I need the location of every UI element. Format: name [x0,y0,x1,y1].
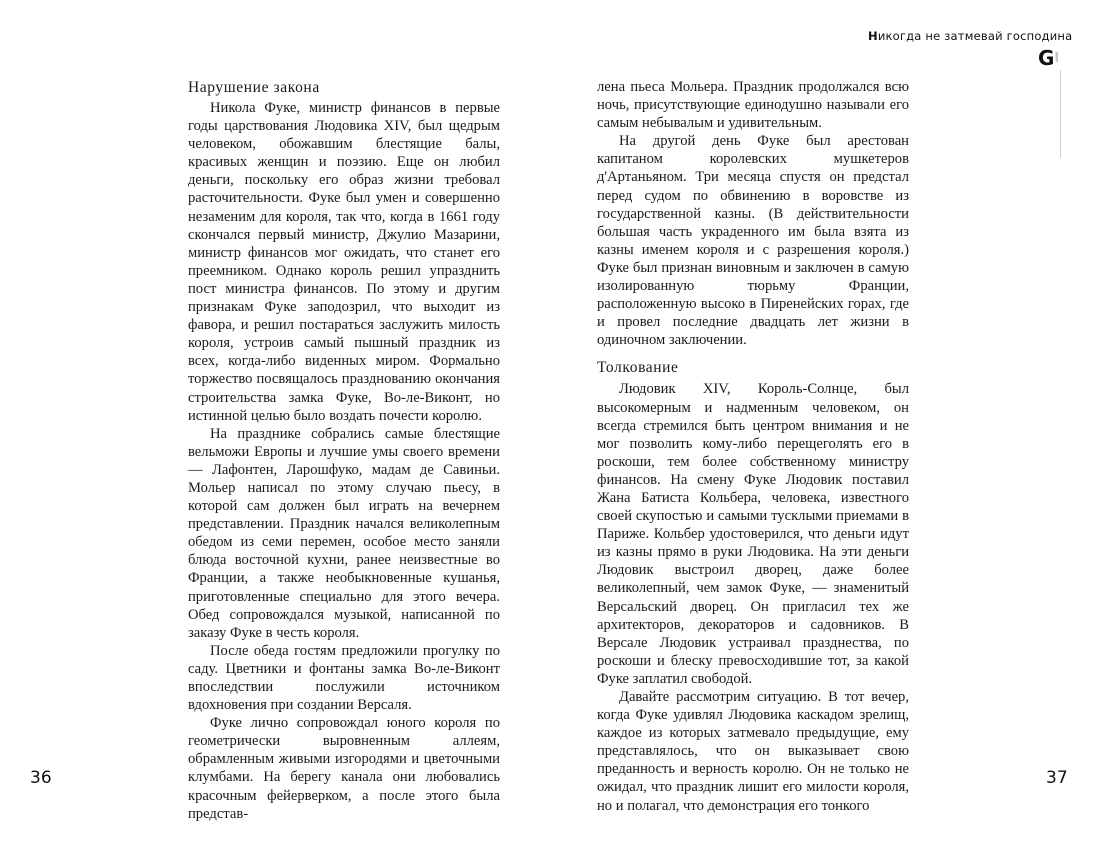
right-page [550,0,1100,844]
left-text-column [188,78,500,823]
paragraph: Фуке лично сопровождал юного короля по геометрически выровненным аллеям, обрамленным живыми изгородями и цветочными клумбами. На берегу канала они любовались красочным фейерверком, а после этого была представ- [188,715,500,822]
paragraph: Давайте рассмотрим ситуацию. В тот вечер, когда Фуке удивлял Людовика каскадом зрелищ, каждое из которых затмевало предыдущие, ему представлялось, что он выказывает свою преданность и верность королю. Он не только не ожидал, что праздник лишит его милости короля, но и полагал, что демонстрация его тонкого [597,689,909,814]
paragraph: На другой день Фуке был арестован капитаном королевских мушкетеров д'Артаньяном. Три месяца спустя он предстал перед судом по обвинению в воровстве из государственной казны. (В действительности большая часть украденного им была взята из казны именем короля и с разрешения короля.) Фуке был признан виновным и заключен в самую изолированную тюрьму Франции, расположенную высоко в Пиренейских горах, где и провел последние двадцать лет жизни в одиночном заключении. [597,133,909,349]
running-header-initial: Н [868,29,878,43]
chapter-tab-letter: G [1038,46,1055,70]
paragraph: Никола Фуке, министр финансов в первые годы царствования Людовика XIV, был щедрым человеком, обожавшим блестящие балы, красивых женщин и поэзию. Еще он любил деньги, поскольку его образ жизни требовал расточительности. Фуке был умен и совершенно незаменим для короля, так что, когда в 1661 году скончался первый министр, Джулио Мазарини, министр финансов мог ожидать, что станет его преемником. Однако король решил упразднить пост министра финансов. По этому и другим признакам Фуке заподозрил, что выходит из фавора, и решил постараться заслужить милость короля, устроив самый пышный праздник из всех, когда-либо виденных миром. Формально торжество посвящалось празднованию окончания строительства замка Фуке, Во-ле-Виконт, но истинной целью было воздать почести королю. [188,100,500,424]
running-header-text: икогда не затмевай господина [877,29,1073,43]
right-text-column [597,78,909,815]
paragraph: На празднике собрались самые блестящие вельможи Европы и лучшие умы своего времени — Лафонтен, Ларошфуко, мадам де Савиньи. Мольер написал по этому случаю пьесу, в которой сам должен был играть на вечернем представлении. Праздник начался великолепным обедом из семи перемен, особое место заняли блюда восточной кухни, ранее неизвестные во Франции, а также необыкновенные кушанья, приготовленные специально для этого вечера. Обед сопровождался музыкой, написанной по заказу Фуке в честь короля. [188,425,500,641]
paragraph: Людовик XIV, Король-Солнце, был высокомерным и надменным человеком, он всегда стремился быть центром внимания и не мог позволить кому-либо перещеголять его в роскоши, тем более собственному министру финансов. На смену Фуке Людовик поставил Жана Батиста Кольбера, человека, известного своей скупостью и самыми тусклыми приемами в Париже. Кольбер удостоверился, что деньги идут из казны прямо в руки Людовика. На эти деньги Людовик выстроил дворец, даже более великолепный, чем замок Фуке, — знаменитый Версальский дворец. Он пригласил тех же архитекторов, декораторов и садовников. В Версале Людовик устраивал празднества, по роскоши и блеску превосходившие тот, за какой Фуке заплатил свободой. [597,381,909,687]
running-header [868,29,1072,43]
chapter-tab-faded: I [1054,51,1061,66]
section-heading-violation: Нарушение закона [188,79,320,96]
paragraph: После обеда гостям предложили прогулку по саду. Цветники и фонтаны замка Во-ле-Виконт впоследствии послужили источником вдохновения при создании Версаля. [188,642,500,714]
chapter-tab [1038,47,1100,69]
page-number-right: 37 [1046,768,1068,788]
section-heading-interpretation: Толкование [597,359,679,377]
page-edge-divider [1060,70,1061,158]
paragraph-continuation: лена пьеса Мольера. Праздник продолжался всю ночь, присутствующие единодушно называли его самым небывалым и удивительным. [597,79,909,132]
page-number-left: 36 [30,768,52,788]
